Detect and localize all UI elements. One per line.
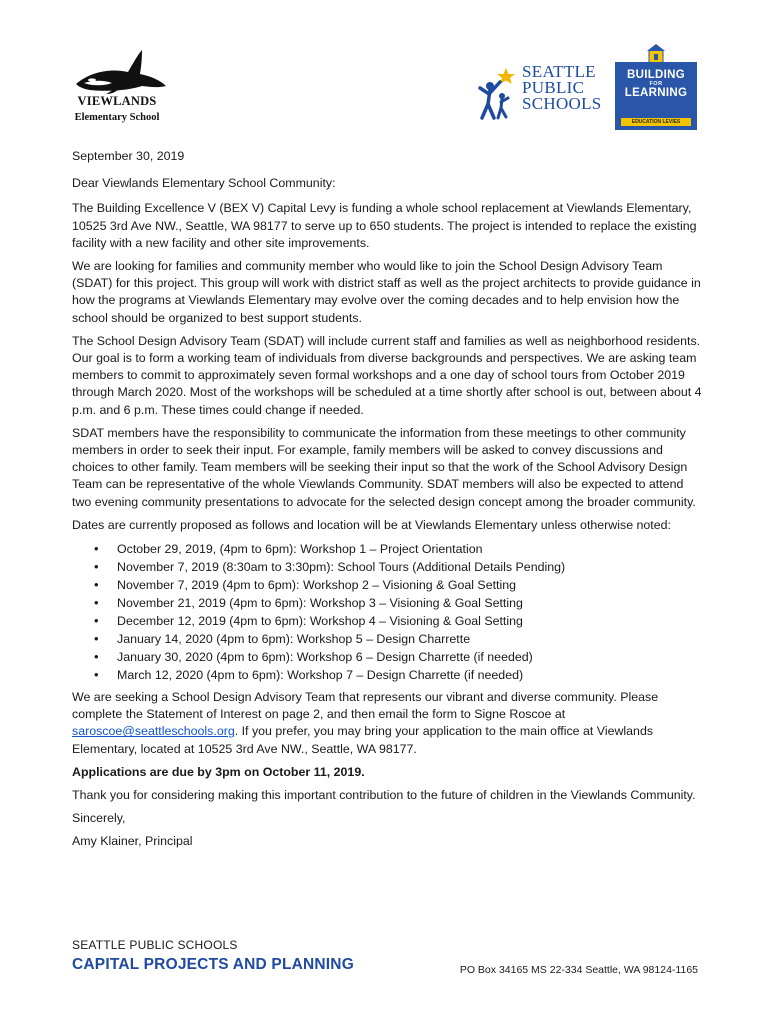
paragraph-6-start: We are seeking a School Design Advisory Team that represents our vibrant and diverse community. Please complete the Statement of Interest on page 2, and then email the form to Signe Roscoe at xyxy=(72,690,659,722)
paragraph-4: SDAT members have the responsibility to communicate the information from these meetings to other community members in order to seek their input. For example, family members will be asked to convey discussions and choices to other family. Team members will be seeking their input so that the work of the School Advisory Design Team can be representative of the whole Viewlands Community. SDAT members will also be expected to attend two evening community presentations to advocate for the selected design concept among the broader community. xyxy=(72,425,696,509)
paragraph-3: The School Design Advisory Team (SDAT) will include current staff and families as well as neighborhood residents. Our goal is to form a working team of individuals from diverse backgrounds and perspectives. We are asking team members to commit to approximately seven formal workshops and a one day of school tours from October 2019 through March 2020. Most of the workshops will be scheduled at a time shortly after school is out, between about 4 p.m. and 6 p.m. These times could change if needed. xyxy=(72,333,702,417)
school-name-line2: Elementary School xyxy=(74,112,160,123)
sps-line3: SCHOOLS xyxy=(522,94,602,113)
list-item: • November 7, 2019 (4pm to 6pm): Workshop 2 – Visioning & Goal Setting xyxy=(72,576,704,594)
building-for-learning-logo xyxy=(615,44,697,130)
signature: Amy Klainer, Principal xyxy=(72,834,193,849)
email-link[interactable]: saroscoe@seattleschools.org xyxy=(72,724,235,739)
star-kids-icon xyxy=(476,62,522,122)
sps-logo xyxy=(476,62,606,122)
paragraph-6 xyxy=(72,689,704,758)
footer-dept: CAPITAL PROJECTS AND PLANNING xyxy=(72,956,354,973)
bfl-line1: BUILDING xyxy=(627,69,685,81)
deadline: Applications are due by 3pm on October 11, 2019. xyxy=(72,764,365,779)
letter-body xyxy=(72,148,704,857)
paragraph-2: We are looking for families and community member who would like to join the School Design Advisory Team (SDAT) for this project. This group will work with district staff as well as the project architects to provide guidance in how the programs at Viewlands Elementary may evolve over the coming decades and to help envision how the school should be organized to best support students. xyxy=(72,259,701,325)
bfl-line2: FOR xyxy=(649,81,663,87)
list-item: • October 29, 2019, (4pm to 6pm): Workshop 1 – Project Orientation xyxy=(72,540,704,558)
footer xyxy=(72,938,702,974)
paragraph-6-end: . If you prefer, you may bring your application to the main office at Viewlands Elementary, located at 10525 3rd Ave NW., Seattle, WA 98177. xyxy=(72,724,654,756)
paragraph-7: Thank you for considering making this important contribution to the future of children in the Viewlands Community. xyxy=(72,788,696,803)
schoolhouse-icon xyxy=(615,44,697,64)
paragraph-1: The Building Excellence V (BEX V) Capital Levy is funding a whole school replacement at Viewlands Elementary, 10525 3rd Ave NW., Seattle, WA 98177 to serve up to 650 students. The project is intended to replace the existing facility with a new facility and other site improvements. xyxy=(72,201,697,250)
closing: Sincerely, xyxy=(72,811,126,826)
viewlands-logo xyxy=(62,50,182,130)
bfl-line3: LEARNING xyxy=(624,87,688,99)
bfl-strip: EDUCATION LEVIES xyxy=(621,118,691,126)
letter-date: September 30, 2019 xyxy=(72,149,185,163)
list-item: • January 30, 2020 (4pm to 6pm): Workshop 6 – Design Charrette (if needed) xyxy=(72,648,704,666)
footer-org: SEATTLE PUBLIC SCHOOLS xyxy=(72,938,238,952)
orca-icon xyxy=(70,50,170,94)
footer-address: PO Box 34165 MS 22-334 Seattle, WA 98124-1165 xyxy=(459,964,698,976)
school-name-line1: VIEWLANDS xyxy=(77,94,157,108)
sps-line1: SEATTLE xyxy=(522,62,596,81)
list-item: • January 14, 2020 (4pm to 6pm): Workshop 5 – Design Charrette xyxy=(72,630,704,648)
list-item: • November 21, 2019 (4pm to 6pm): Workshop 3 – Visioning & Goal Setting xyxy=(72,594,704,612)
list-item: • December 12, 2019 (4pm to 6pm): Workshop 4 – Visioning & Goal Setting xyxy=(72,612,704,630)
workshop-dates-list xyxy=(72,540,704,684)
salutation: Dear Viewlands Elementary School Community: xyxy=(72,176,336,191)
paragraph-5: Dates are currently proposed as follows and location will be at Viewlands Elementary unless otherwise noted: xyxy=(72,517,671,532)
list-item: • November 7, 2019 (8:30am to 3:30pm): School Tours (Additional Details Pending) xyxy=(72,558,704,576)
sps-line2: PUBLIC xyxy=(522,78,585,97)
list-item: • March 12, 2020 (4pm to 6pm): Workshop 7 – Design Charrette (if needed) xyxy=(72,666,704,684)
